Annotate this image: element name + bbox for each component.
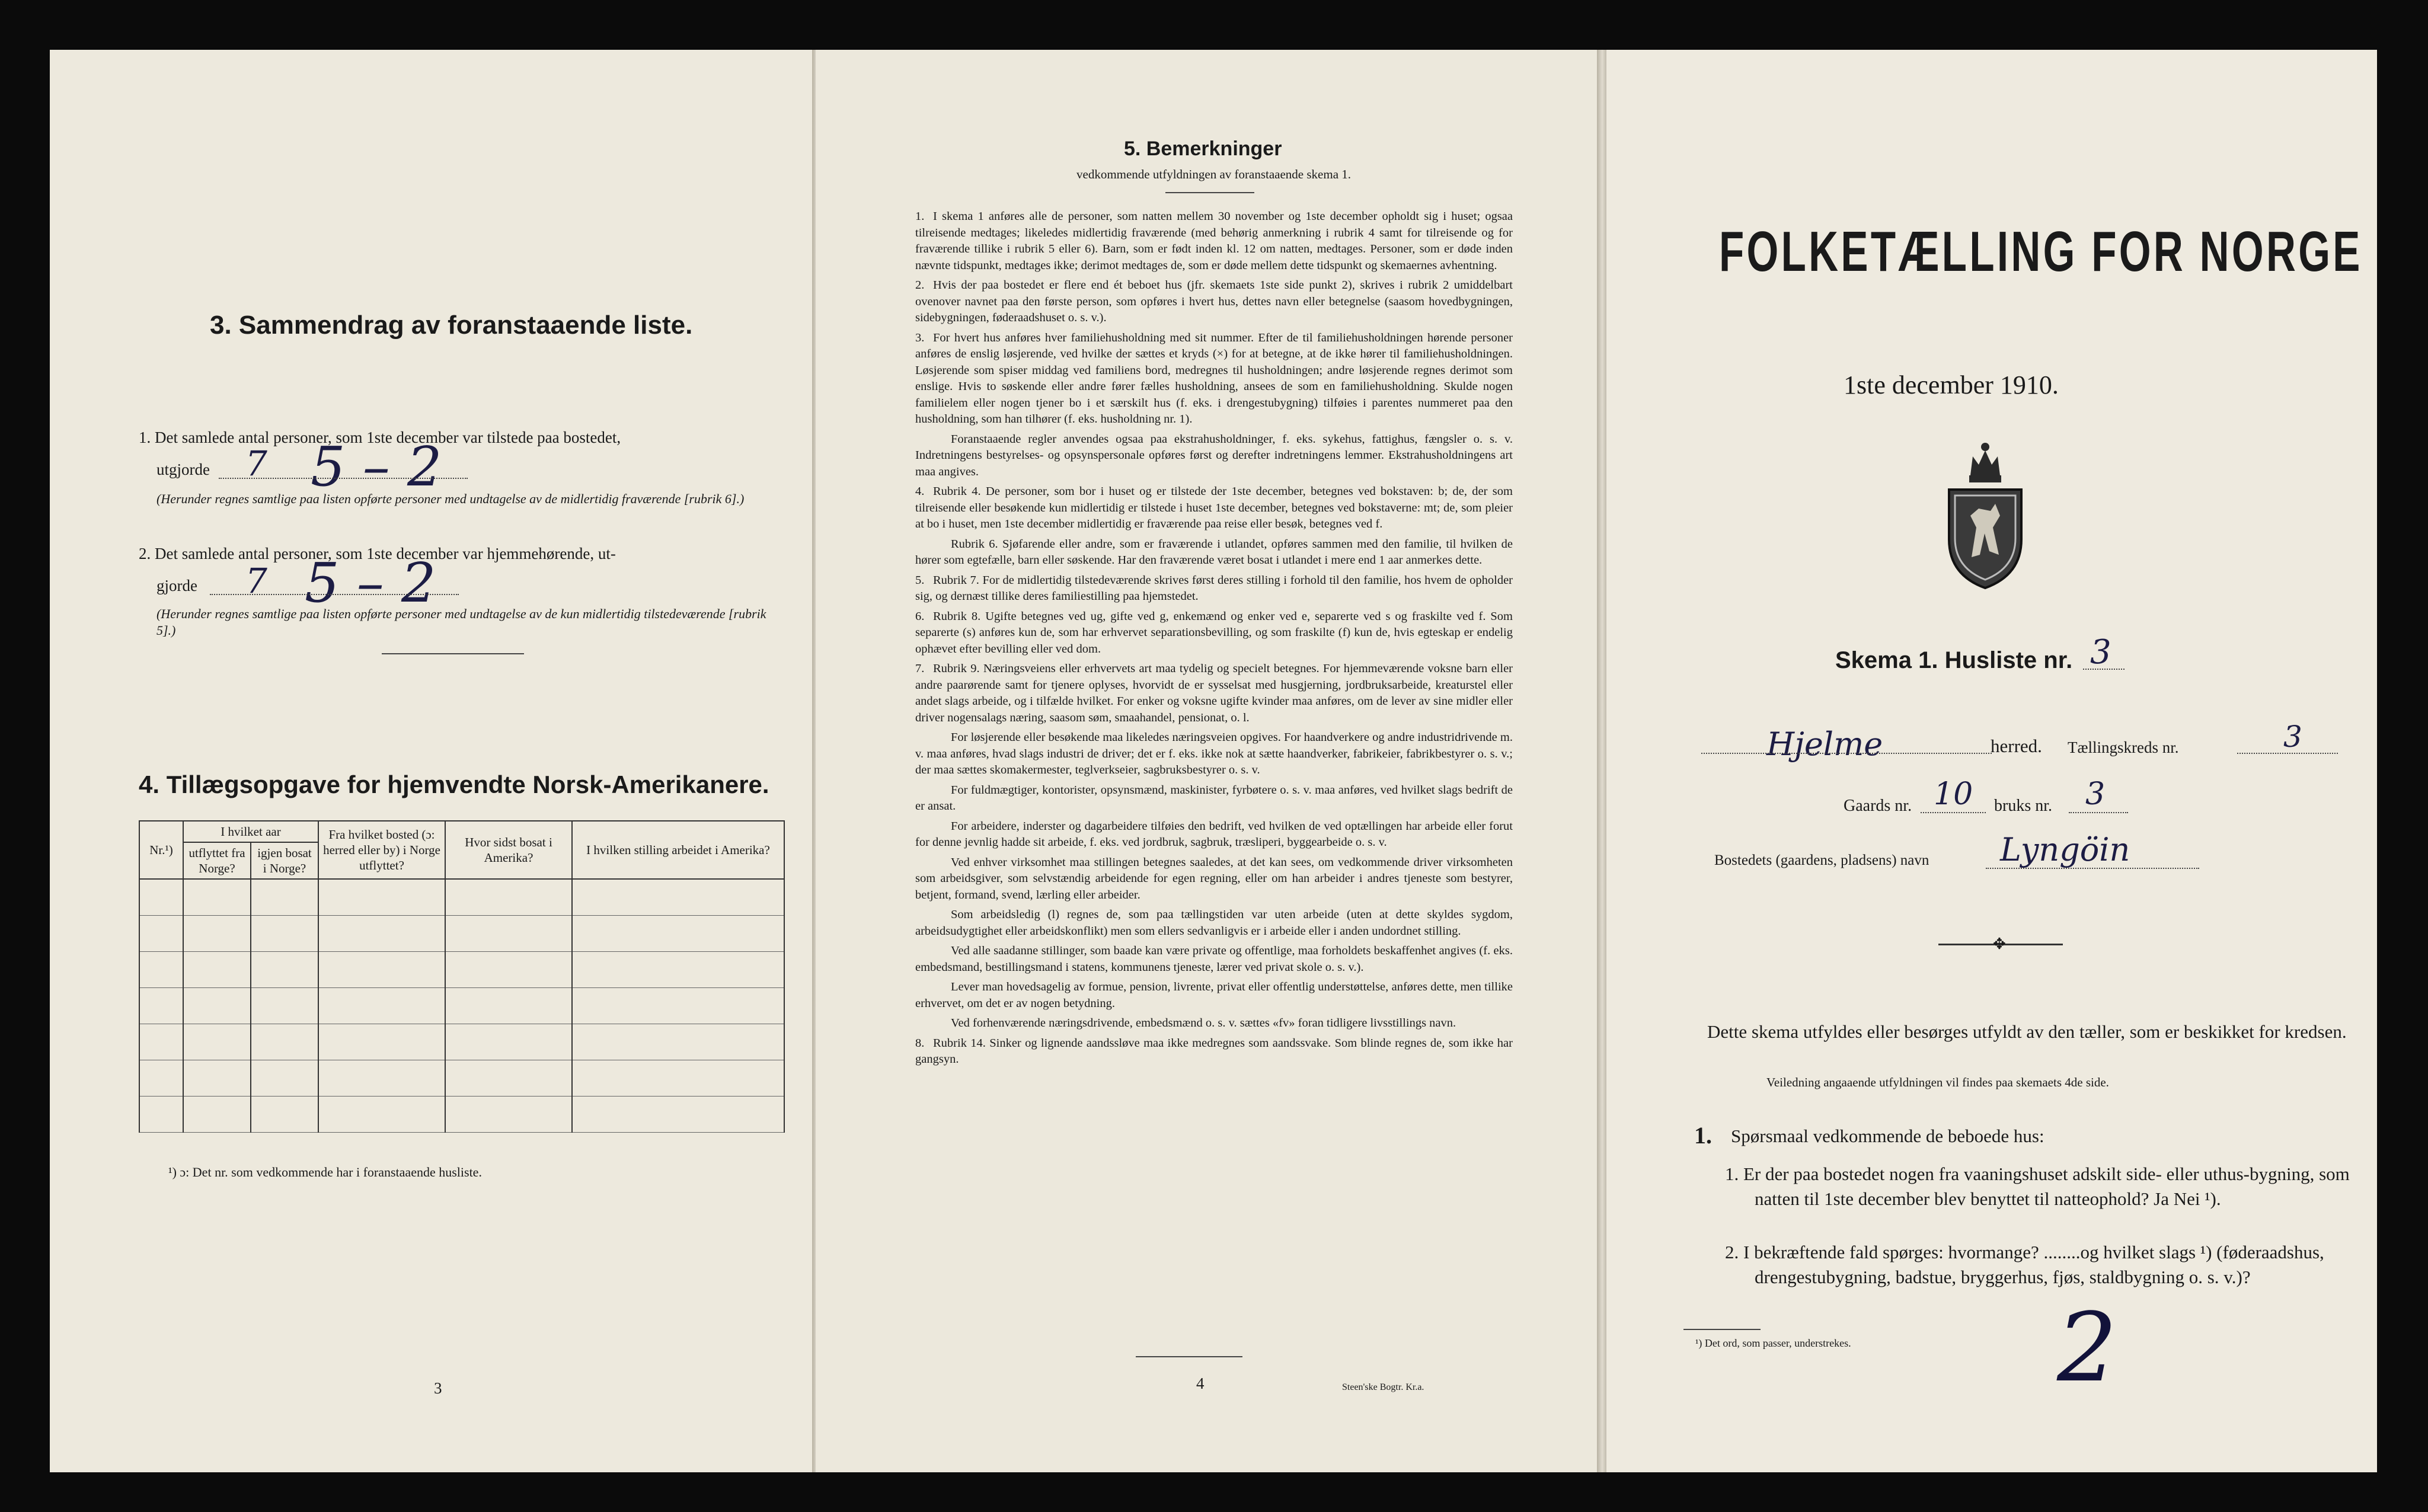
remark-item xyxy=(915,730,1513,779)
divider xyxy=(1165,192,1254,193)
remark-text: Hvis der paa bostedet er flere end ét beboet hus (jfr. skemaets 1ste side punkt 2), skrives i rubrik 2 umiddelbart ovenover navnet paa den første person, som opføres i hvert hus, dettes navn eller betegnelse (saasom hovedbygningen, sidebygningen, føderaadshuset o. s. v.). xyxy=(915,279,1513,324)
dotted-line xyxy=(1986,868,2199,869)
remark-text: Rubrik 4. De personer, som bor i huset og er tilstede der 1ste december, betegnes ved bokstaven: b; de, der som tilreisende eller besøkende kun midlertidig er tilstede i huset 1ste december, betegnes ved bokstaverne: mt; de, som pleier at bo i huset, men 1ste december midlertidig er fraværende paa reise eller besøk, betegnes ved f. xyxy=(915,485,1513,530)
remark-item xyxy=(915,1035,1513,1068)
remark-item xyxy=(915,209,1513,274)
divider xyxy=(1136,1356,1242,1357)
remark-text: Ved alle saadanne stillinger, som baade kan være private og offentlige, maa forholdets beskaffenhet angives (f. eks. embedsmand, bestillingsmand i statens, kommunens tjeneste, lærer ved privat skole o. s. v.). xyxy=(915,944,1513,974)
summary-item-2: 2. Det samlede antal personer, som 1ste december var hjemmehørende, ut- xyxy=(139,545,616,562)
summary-item-1: 1. Det samlede antal personer, som 1ste december var tilstede paa bostedet, xyxy=(139,429,621,446)
summary-item-1-value-a: 7 xyxy=(245,443,267,484)
bruks-label: bruks nr. xyxy=(1994,797,2052,815)
schema-label: Skema 1. Husliste nr. xyxy=(1835,647,2073,673)
table-footnote: ¹) ɔ: Det nr. som vedkommende har i foranstaaende husliste. xyxy=(168,1165,482,1179)
dotted-line xyxy=(1921,812,1986,813)
table-row xyxy=(139,1060,784,1097)
remark-text: Foranstaaende regler anvendes ogsaa paa ekstrahusholdninger, f. eks. sykehus, fattighus, fængsler o. s. v. Indretningens bestyrelses- og opsynspersonale opføres først og derefter indretningens lemmer. Ekstrahusholdningens art maa angives. xyxy=(915,432,1513,478)
remarks-list xyxy=(915,209,1513,1072)
coat-of-arms-icon xyxy=(1942,439,2028,593)
col-last-america: Hvor sidst bosat i Amerika? xyxy=(445,821,572,879)
remarks-subtitle: vedkommende utfyldningen av foranstaaende skema 1. xyxy=(1076,167,1352,181)
section-4-title: 4. Tillægsopgave for hjemvendte Norsk-Amerikanere. xyxy=(139,771,769,798)
remark-item xyxy=(915,277,1513,327)
printer-mark: Steen'ske Bogtr. Kr.a. xyxy=(1342,1382,1424,1392)
remark-item xyxy=(915,1015,1513,1032)
col-returned: igjen bosat i Norge? xyxy=(251,842,318,879)
census-title: FOLKETÆLLING FOR NORGE xyxy=(1719,220,2363,283)
page-number: 3 xyxy=(434,1379,442,1397)
schema-number: 3 xyxy=(2090,633,2111,672)
page-left xyxy=(50,50,816,1472)
col-occupation: I hvilken stilling arbeidet i Amerika? xyxy=(572,821,784,879)
summary-item-1-prefix: utgjorde xyxy=(156,461,210,478)
remark-item xyxy=(915,573,1513,605)
remark-text: Rubrik 7. For de midlertidig tilstedeværende skrives først deres stilling i forhold til den familie, hos hvem de opholder sig, og dernæst tillike deres familiestilling paa hjemstedet. xyxy=(915,573,1513,603)
table-row xyxy=(139,879,784,916)
dotted-line xyxy=(219,478,468,479)
remark-text: Lever man hovedsagelig av formue, pension, livrente, privat eller offentlig understøttelse, anføres dette, men tillike erhvervet, om det er av nogen betydning. xyxy=(915,980,1513,1010)
gaards-label: Gaards nr. xyxy=(1844,797,1912,815)
page-right xyxy=(1606,50,2377,1472)
bosted-label: Bostedets (gaardens, pladsens) navn xyxy=(1714,852,1929,868)
remark-number: 4. xyxy=(915,485,925,498)
remark-number: 5. xyxy=(915,573,925,587)
table-row xyxy=(139,952,784,988)
divider xyxy=(382,653,524,654)
table-row xyxy=(139,1024,784,1060)
remark-item xyxy=(915,782,1513,815)
page-number: 4 xyxy=(1196,1374,1205,1392)
footnote: ¹) Det ord, som passer, understrekes. xyxy=(1695,1337,1851,1349)
remark-text: Rubrik 8. Ugifte betegnes ved ug, gifte ved g, enkemænd og enker ved e, separerte ved s og fraskilte ved f. Som separerte (s) anføres kun de, som har erhvervet separationsbevilling, og som fraskilte (f) kun de, hvis egteskap er endelig ophævet efter bevilling eller ved dom. xyxy=(915,609,1513,656)
summary-item-2-value-a: 7 xyxy=(245,561,267,601)
remark-item xyxy=(915,330,1513,428)
remark-number: 2. xyxy=(915,279,925,292)
col-emigrated: utflyttet fra Norge? xyxy=(183,842,251,879)
remark-item xyxy=(915,661,1513,726)
summary-item-1-note: (Herunder regnes samtlige paa listen opførte personer med undtagelse av de midlertidig fraværende [rubrik 6].) xyxy=(156,491,745,506)
remark-text: Som arbeidsledig (l) regnes de, som paa tællingstiden var uten arbeide (uten at dette skyldes sygdom, arbeidsudygtighet eller arbeidskonflikt) men som ellers sedvanligvis er i arbeide eller i anden undordnet stilling. xyxy=(915,908,1513,938)
remark-item xyxy=(915,943,1513,976)
dotted-line xyxy=(1701,753,1992,754)
herred-label: herred. xyxy=(1991,736,2042,756)
remark-number: 8. xyxy=(915,1036,925,1050)
remark-text: I skema 1 anføres alle de personer, som natten mellem 30 november og 1ste december opholdt sig i huset; ogsaa tilreisende medtages; likeledes midlertidig fraværende (med behørig anmerkning i rubrik 4 samt for tilreisende og for fraværende tillike i rubrik 5 eller 6). Barn, som er født inden kl. 12 om natten, medtages. Personer, som er døde inden nævnte tidspunkt, medtages ikke; derimot medtages de, som er døde mellem dette tidspunkt og skemaernes avhentning. xyxy=(915,210,1513,272)
dotted-line xyxy=(2237,753,2338,754)
section-3-title: 3. Sammendrag av foranstaaende liste. xyxy=(210,311,693,340)
remark-item xyxy=(915,536,1513,569)
col-nr: Nr.¹) xyxy=(139,821,183,879)
remark-text: For løsjerende eller besøkende maa likeledes næringsveien opgives. For haandverkere og andre industridrivende m. v. maa anføres, hvad slags industri de driver; det er f. eks. ikke nok at sætte haandverker, fabrikeier, fabrikbestyrer o. s. v.; der maa sættes skomakermester, teglverkseier, sagbruksbestyrer o. s. v. xyxy=(915,731,1513,776)
question-2: 2. I bekræftende fald spørges: hvormange? ........og hvilket slags ¹) (føderaadshus, drengestubygning, badstue, bryggerhus, fjøs, staldbygning o. s. v.)? xyxy=(1725,1242,2324,1287)
handwritten-mark: 2 xyxy=(2057,1292,2117,1403)
dotted-line xyxy=(2069,812,2128,813)
remark-text: Rubrik 9. Næringsveiens eller erhvervets art maa tydelig og specielt betegnes. For hjemmeværende voksne barn eller andre paarørende samt for tjenere oplyses, hvorvidt de er sysselsat med husgjerning, jordbruksarbeide, kreaturstel eller andet slags arbeide, og i tilfælde hvilket. For enker og voksne ugifte kvinder maa anføres, om de lever av sine midler eller driver nogensalags næring, saasom søm, smaahandel, pensionat, o. l. xyxy=(915,662,1513,724)
ornament-icon: ✥ xyxy=(1993,935,2006,952)
question-1: 1. Er der paa bostedet nogen fra vaaningshuset adskilt side- eller uthus-bygning, som natten til 1ste december blev benyttet til natteophold? Ja Nei ¹). xyxy=(1725,1163,2350,1209)
summary-item-2-note: (Herunder regnes samtlige paa listen opførte personer med undtagelse av de kun midlertidig tilstedeværende [rubrik 5].) xyxy=(156,606,766,638)
table-row xyxy=(139,916,784,952)
question-heading: Spørsmaal vedkommende de beboede hus: xyxy=(1731,1126,2044,1146)
summary-item-2-value-b: 5 – 2 xyxy=(305,551,436,615)
kreds-label: Tællingskreds nr. xyxy=(2068,739,2179,756)
page-middle xyxy=(816,50,1597,1472)
gaards-value: 10 xyxy=(1934,776,1973,812)
table-row xyxy=(139,1097,784,1133)
divider xyxy=(1683,1329,1761,1330)
remark-text: Rubrik 6. Sjøfarende eller andre, som er fraværende i utlandet, opføres sammen med den familie, til hvilken de hører som egtefælle, barn eller søskende. Har den fraværende været bosat i utlandet i mere end 1 aar anmerkes dette. xyxy=(915,537,1513,567)
dotted-line xyxy=(2083,669,2124,670)
norsk-amerikanere-table xyxy=(139,820,785,1133)
remark-item xyxy=(915,907,1513,939)
remark-item xyxy=(915,819,1513,851)
dotted-line xyxy=(210,594,459,595)
summary-item-1-value-b: 5 – 2 xyxy=(311,435,442,498)
col-from-place: Fra hvilket bosted (ɔ: herred eller by) i Norge utflyttet? xyxy=(318,821,445,879)
kreds-value: 3 xyxy=(2283,720,2302,754)
remark-number: 1. xyxy=(915,210,925,223)
remark-text: For hvert hus anføres hver familiehusholdning med sit nummer. Efter de til familiehusholdningen hørende personer anføres de enslig løsjerende, ved hvilke der sættes et kryds (×) for at betegne, at de ikke hører til familiehusholdningen. Løsjerende som spiser middag ved familiens bord, medregnes til husholdningen; andre løsjerende regnes derimot som enslige. Hvis to søskende eller andre fører fælles husholdning, ansees de som en familiehusholdning. Skulde nogen familielem eller nogen tjener bo i et særskilt hus (f. eks. i drengestubygning) tilføies i parentes nummeret paa den husholdning, som han tilhører (f. eks. husholdning nr. 1). xyxy=(915,331,1513,426)
remark-text: Rubrik 14. Sinker og lignende aandssløve maa ikke medregnes som aandssvake. Som blinde regnes de, som ikke har gangsyn. xyxy=(915,1036,1513,1066)
instruction-text: Dette skema utfyldes eller besørges utfyldt av den tæller, som er beskikket for kredsen. xyxy=(1707,1021,2347,1042)
col-group-year: I hvilket aar xyxy=(183,821,318,842)
remark-text: For arbeidere, inderster og dagarbeidere tilføies den bedrift, ved hvilken de ved optællingen har arbeide eller forut for denne jevnlig hadde sit arbeide, f. eks. ved jordbruk, sagbruk, træsliperi, byggearbeide o. s. v. xyxy=(915,819,1513,849)
remark-item xyxy=(915,431,1513,481)
guide-note: Veiledning angaaende utfyldningen vil findes paa skemaets 4de side. xyxy=(1766,1075,2109,1089)
remark-number: 7. xyxy=(915,662,925,675)
remarks-title: 5. Bemerkninger xyxy=(1124,138,1282,160)
remark-number: 6. xyxy=(915,609,925,623)
remark-item xyxy=(915,979,1513,1012)
remark-text: Ved forhenværende næringsdrivende, embedsmænd o. s. v. sættes «fv» foran tidligere livsstillings navn. xyxy=(951,1016,1456,1030)
remark-item xyxy=(915,855,1513,904)
bosted-value: Lyngöin xyxy=(2000,831,2130,868)
question-heading-number: 1. xyxy=(1694,1122,1712,1149)
remark-text: For fuldmægtiger, kontorister, opsynsmænd, maskinister, fyrbøtere o. s. v. maa anføres, ved hvilket slags bedrift de er ansat. xyxy=(915,783,1513,813)
table-row xyxy=(139,988,784,1024)
bruks-value: 3 xyxy=(2085,776,2106,812)
census-date: 1ste december 1910. xyxy=(1844,370,2059,399)
remark-number: 3. xyxy=(915,331,925,344)
remark-text: Ved enhver virksomhet maa stillingen betegnes saaledes, at det kan sees, om vedkommende driver virksomheten som arbeidsgiver, som selvstændig arbeidende for egen regning, eller om han arbeider i andres tjeneste som bestyrer, betjent, formand, svend, lærling eller arbeider. xyxy=(915,855,1513,902)
herred-value: Hjelme xyxy=(1766,725,1883,763)
summary-item-2-prefix: gjorde xyxy=(156,577,197,594)
remark-item xyxy=(915,484,1513,533)
remark-item xyxy=(915,609,1513,658)
